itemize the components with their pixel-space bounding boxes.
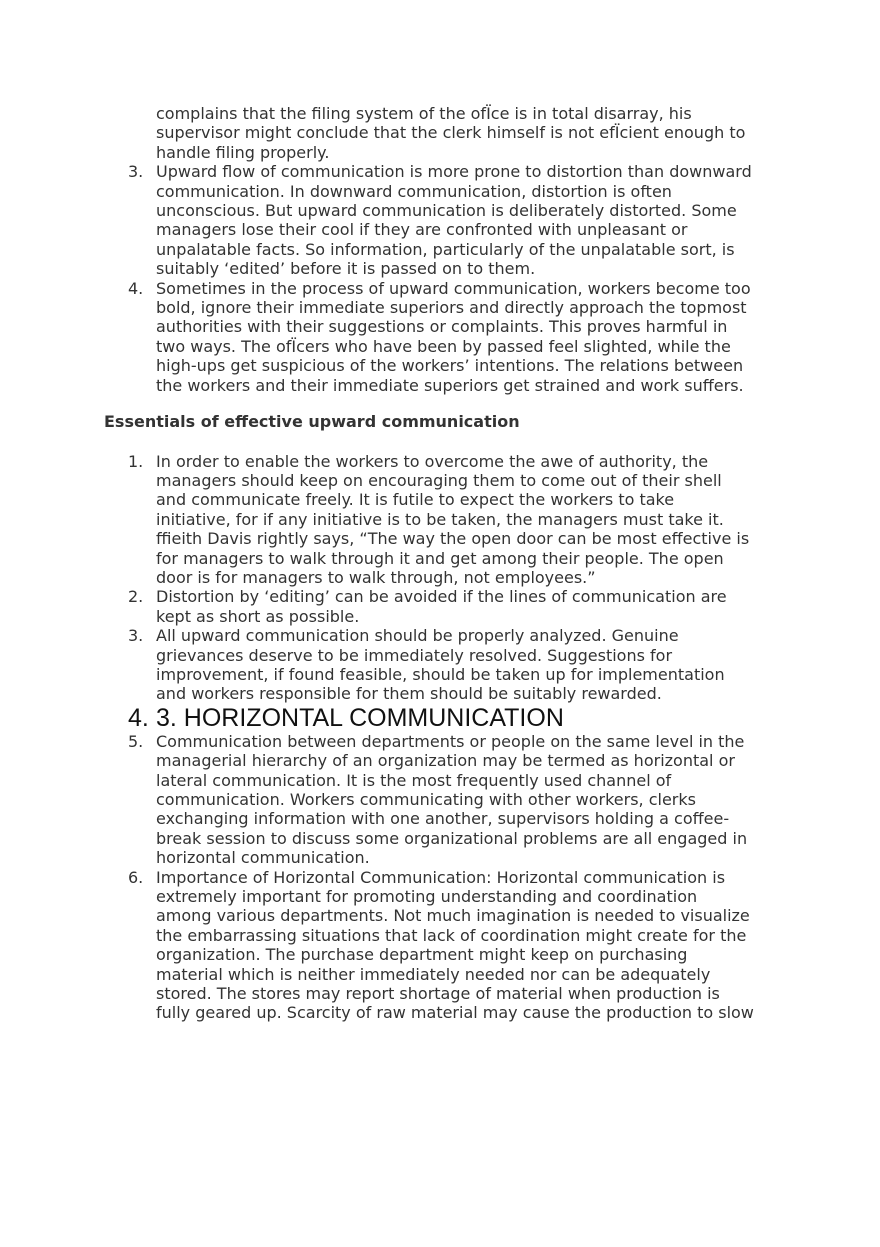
text-line: All upward communication should be properly analyzed. Genuine xyxy=(156,626,679,646)
text-line: managers lose their cool if they are confronted with unpleasant or xyxy=(156,220,688,240)
text-line: stored. The stores may report shortage of material when production is xyxy=(156,984,720,1004)
section-heading-horizontal xyxy=(0,704,880,732)
text-line: managers should keep on encouraging them to come out of their shell xyxy=(156,470,722,490)
text-line: break session to discuss some organizational problems are all engaged in xyxy=(156,828,748,848)
text-line: unconscious. But upward communication is deliberately distorted. Some xyxy=(156,201,737,221)
text-line: exchanging information with one another, supervisors holding a coffee- xyxy=(156,809,730,829)
text-line: organization. The purchase department might keep on purchasing xyxy=(156,945,688,965)
list-number: 6. xyxy=(128,867,144,887)
text-line: Importance of Horizontal Communication: Horizontal communication is xyxy=(156,867,726,887)
list-item xyxy=(0,452,880,588)
text-line: initiative, for if any initiative is to be taken, the managers must take it. xyxy=(156,509,724,529)
text-line: In order to enable the workers to overcome the awe of authority, the xyxy=(156,451,709,471)
list-number: 4. xyxy=(128,703,149,732)
text-line: grievances deserve to be immediately resolved. Suggestions for xyxy=(156,645,673,665)
text-line: Sometimes in the process of upward communication, workers become too xyxy=(156,278,751,298)
list-number: 4. xyxy=(128,278,144,298)
text-line: door is for managers to walk through, not employees.” xyxy=(156,567,596,587)
text-line: and communicate freely. It is futile to expect the workers to take xyxy=(156,490,675,510)
text-line: high-ups get suspicious of the workers’ intentions. The relations between xyxy=(156,356,744,376)
list-item xyxy=(0,626,880,704)
text-line: among various departments. Not much imagination is needed to visualize xyxy=(156,906,750,926)
text-line: fully geared up. Scarcity of raw material may cause the production to slow xyxy=(156,1003,754,1023)
text-line: supervisor might conclude that the clerk himself is not efÏcient enough to xyxy=(156,123,746,143)
text-line: communication. Workers communicating with other workers, clerks xyxy=(156,790,696,809)
text-line: complains that the filing system of the ofÏce is in total disarray, his xyxy=(156,104,692,123)
list-item xyxy=(0,868,880,1023)
text-line: Distortion by ‘editing’ can be avoided if the lines of communication are xyxy=(156,587,727,607)
list-item-continuation xyxy=(0,104,880,162)
text-line: communication. In downward communication, distortion is often xyxy=(156,181,672,201)
section-heading-essentials: Essentials of effective upward communication xyxy=(104,412,520,432)
list-item xyxy=(0,587,880,626)
text-line: Communication between departments or people on the same level in the xyxy=(156,731,745,751)
list-item xyxy=(0,162,880,278)
heading-text: 3. HORIZONTAL COMMUNICATION xyxy=(156,703,564,732)
text-line: authorities with their suggestions or complaints. This proves harmful in xyxy=(156,317,728,337)
numbered-list-upward-problems xyxy=(0,162,880,395)
list-number: 3. xyxy=(128,162,144,182)
text-line: two ways. The ofÏcers who have been by passed feel slighted, while the xyxy=(156,336,731,356)
text-line: suitably ‘edited’ before it is passed on to them. xyxy=(156,259,536,279)
text-line: horizontal communication. xyxy=(156,848,370,868)
list-number: 2. xyxy=(128,587,144,607)
list-number: 1. xyxy=(128,451,144,471)
text-line: unpalatable facts. So information, particularly of the unpalatable sort, is xyxy=(156,239,735,259)
text-line: extremely important for promoting understanding and coordination xyxy=(156,887,698,907)
text-line: improvement, if found feasible, should be taken up for implementation xyxy=(156,664,725,684)
list-number: 5. xyxy=(128,731,144,751)
text-line: for managers to walk through it and get among their people. The open xyxy=(156,548,724,568)
list-number: 3. xyxy=(128,626,144,646)
list-item xyxy=(0,732,880,868)
text-line: the embarrassing situations that lack of coordination might create for the xyxy=(156,925,747,945)
list-item xyxy=(0,279,880,395)
text-line: the workers and their immediate superiors get strained and work suffers. xyxy=(156,375,744,395)
text-line: material which is neither immediately needed nor can be adequately xyxy=(156,964,711,984)
text-line: ﬃeith Davis rightly says, “The way the open door can be most effective is xyxy=(156,529,750,549)
text-line: managerial hierarchy of an organization may be termed as horizontal or xyxy=(156,751,735,771)
document-page xyxy=(0,104,880,1023)
text-line: lateral communication. It is the most frequently used channel of xyxy=(156,770,672,790)
numbered-list-horizontal xyxy=(0,732,880,1023)
numbered-list-essentials xyxy=(0,452,880,704)
text-line: handle filing properly. xyxy=(156,142,330,162)
text-line: kept as short as possible. xyxy=(156,606,360,626)
text-line: bold, ignore their immediate superiors and directly approach the topmost xyxy=(156,298,747,318)
text-line: and workers responsible for them should be suitably rewarded. xyxy=(156,684,662,704)
text-line: Upward flow of communication is more prone to distortion than downward xyxy=(156,162,752,182)
